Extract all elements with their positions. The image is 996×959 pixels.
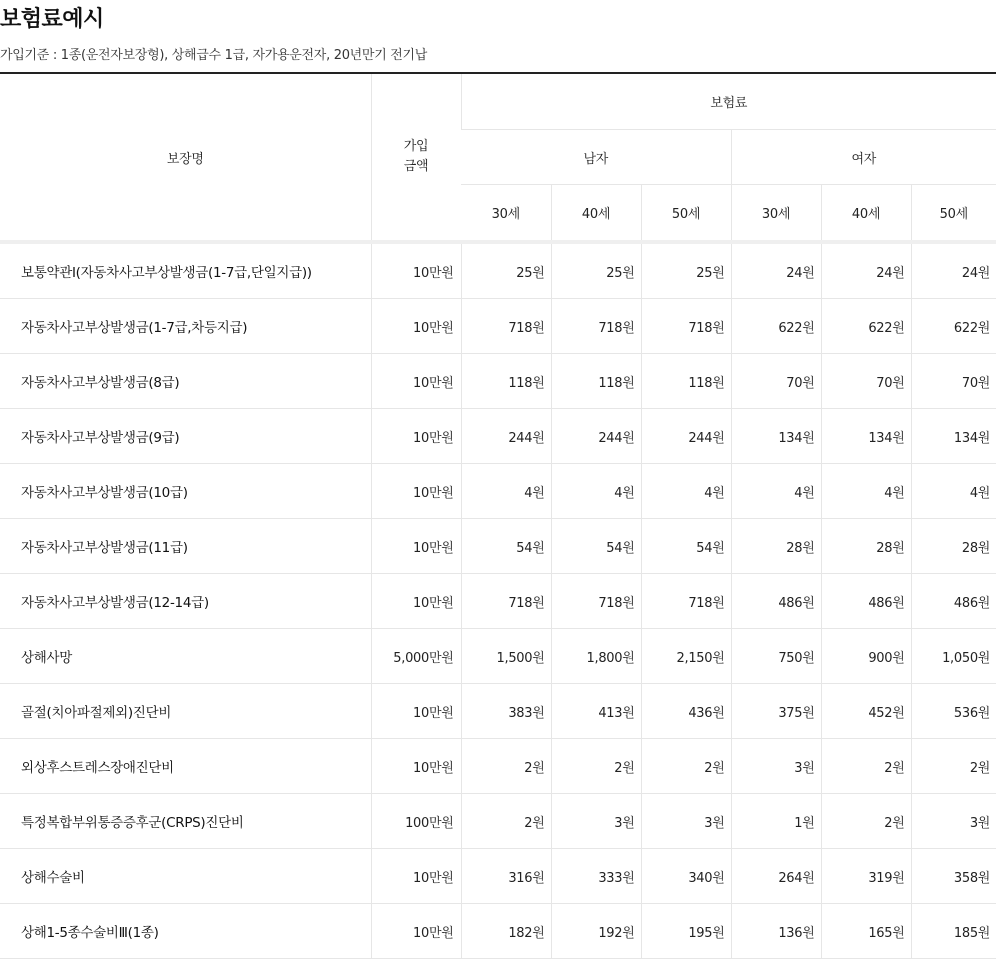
premium-cell-male-40: 54원 xyxy=(551,519,641,574)
premium-cell-female-40: 2원 xyxy=(821,739,911,794)
premium-cell-female-50: 358원 xyxy=(911,849,996,904)
premium-cell-male-40: 333원 xyxy=(551,849,641,904)
premium-cell-male-50: 4원 xyxy=(641,464,731,519)
premium-cell-male-50: 2원 xyxy=(641,739,731,794)
table-row xyxy=(0,574,996,629)
premium-cell-female-40: 28원 xyxy=(821,519,911,574)
page-title: 보험료예시 xyxy=(0,7,104,32)
premium-cell-male-30: 2원 xyxy=(461,739,551,794)
premium-cell-male-40: 413원 xyxy=(551,684,641,739)
premium-cell-female-30: 622원 xyxy=(731,299,821,354)
table-row xyxy=(0,684,996,739)
table-row xyxy=(0,519,996,574)
coverage-name-cell: 골절(치아파절제외)진단비 xyxy=(0,684,371,739)
premium-cell-female-50: 70원 xyxy=(911,354,996,409)
premium-cell-female-50: 185원 xyxy=(911,904,996,959)
enrollment-amount-cell: 5,000만원 xyxy=(371,629,461,684)
premium-cell-male-50: 718원 xyxy=(641,299,731,354)
premium-cell-male-30: 25원 xyxy=(461,242,551,299)
premium-cell-female-40: 24원 xyxy=(821,242,911,299)
coverage-name-cell: 자동차사고부상발생금(12-14급) xyxy=(0,574,371,629)
premium-cell-female-40: 319원 xyxy=(821,849,911,904)
enrollment-amount-cell: 10만원 xyxy=(371,519,461,574)
enrollment-amount-cell: 10만원 xyxy=(371,904,461,959)
premium-cell-male-30: 1,500원 xyxy=(461,629,551,684)
premium-cell-female-30: 750원 xyxy=(731,629,821,684)
premium-cell-female-50: 134원 xyxy=(911,409,996,464)
enrollment-amount-cell: 100만원 xyxy=(371,794,461,849)
premium-cell-male-30: 316원 xyxy=(461,849,551,904)
header-age-female-40: 40세 xyxy=(821,185,911,243)
premium-cell-male-40: 3원 xyxy=(551,794,641,849)
coverage-name-cell: 자동차사고부상발생금(8급) xyxy=(0,354,371,409)
premium-cell-female-40: 486원 xyxy=(821,574,911,629)
premium-cell-male-30: 54원 xyxy=(461,519,551,574)
enrollment-amount-cell: 10만원 xyxy=(371,409,461,464)
premium-cell-female-30: 136원 xyxy=(731,904,821,959)
coverage-name-cell: 상해1-5종수술비Ⅲ(1종) xyxy=(0,904,371,959)
coverage-name-cell: 자동차사고부상발생금(1-7급,차등지급) xyxy=(0,299,371,354)
header-age-male-50: 50세 xyxy=(641,185,731,243)
premium-cell-female-50: 4원 xyxy=(911,464,996,519)
premium-cell-female-40: 900원 xyxy=(821,629,911,684)
premium-cell-male-40: 25원 xyxy=(551,242,641,299)
table-row xyxy=(0,299,996,354)
premium-cell-male-50: 118원 xyxy=(641,354,731,409)
premium-cell-male-40: 2원 xyxy=(551,739,641,794)
premium-cell-male-30: 718원 xyxy=(461,574,551,629)
table-row xyxy=(0,354,996,409)
enrollment-amount-cell: 10만원 xyxy=(371,464,461,519)
header-age-female-50: 50세 xyxy=(911,185,996,243)
premium-cell-male-50: 718원 xyxy=(641,574,731,629)
coverage-name-cell: 자동차사고부상발생금(11급) xyxy=(0,519,371,574)
premium-cell-female-40: 452원 xyxy=(821,684,911,739)
header-amount-line2: 금액 xyxy=(403,159,429,174)
premium-cell-female-30: 70원 xyxy=(731,354,821,409)
header-female: 여자 xyxy=(731,130,996,185)
premium-cell-male-40: 244원 xyxy=(551,409,641,464)
header-amount-line1: 가입 xyxy=(403,139,429,154)
header-coverage-name: 보장명 xyxy=(0,73,371,242)
table-row xyxy=(0,464,996,519)
premium-cell-female-30: 1원 xyxy=(731,794,821,849)
premium-cell-female-40: 165원 xyxy=(821,904,911,959)
premium-cell-male-50: 436원 xyxy=(641,684,731,739)
premium-cell-female-30: 24원 xyxy=(731,242,821,299)
premium-cell-female-30: 134원 xyxy=(731,409,821,464)
premium-cell-male-30: 4원 xyxy=(461,464,551,519)
premium-cell-male-30: 118원 xyxy=(461,354,551,409)
premium-cell-female-40: 70원 xyxy=(821,354,911,409)
enrollment-amount-cell: 10만원 xyxy=(371,849,461,904)
premium-cell-female-50: 1,050원 xyxy=(911,629,996,684)
coverage-name-cell: 보통약관Ⅰ(자동차사고부상발생금(1-7급,단일지급)) xyxy=(0,242,371,299)
premium-cell-male-40: 118원 xyxy=(551,354,641,409)
header-age-male-40: 40세 xyxy=(551,185,641,243)
header-male: 남자 xyxy=(461,130,731,185)
premium-cell-male-30: 244원 xyxy=(461,409,551,464)
premium-cell-male-30: 383원 xyxy=(461,684,551,739)
premium-cell-female-30: 3원 xyxy=(731,739,821,794)
premium-cell-male-30: 2원 xyxy=(461,794,551,849)
premium-cell-male-50: 3원 xyxy=(641,794,731,849)
table-row xyxy=(0,242,996,299)
premium-cell-female-30: 4원 xyxy=(731,464,821,519)
premium-cell-male-40: 1,800원 xyxy=(551,629,641,684)
enrollment-amount-cell: 10만원 xyxy=(371,354,461,409)
header-enrollment-amount xyxy=(371,73,461,242)
premium-cell-male-40: 192원 xyxy=(551,904,641,959)
premium-cell-female-30: 28원 xyxy=(731,519,821,574)
table-row xyxy=(0,629,996,684)
premium-cell-male-40: 718원 xyxy=(551,574,641,629)
premium-cell-female-30: 486원 xyxy=(731,574,821,629)
table-row xyxy=(0,904,996,959)
coverage-name-cell: 자동차사고부상발생금(10급) xyxy=(0,464,371,519)
premium-cell-female-40: 4원 xyxy=(821,464,911,519)
premium-cell-female-40: 2원 xyxy=(821,794,911,849)
table-row xyxy=(0,409,996,464)
premium-cell-female-50: 2원 xyxy=(911,739,996,794)
premium-cell-male-50: 25원 xyxy=(641,242,731,299)
premium-cell-female-50: 622원 xyxy=(911,299,996,354)
table-body xyxy=(0,242,996,959)
coverage-name-cell: 특정복합부위통증증후군(CRPS)진단비 xyxy=(0,794,371,849)
premium-cell-female-50: 28원 xyxy=(911,519,996,574)
coverage-name-cell: 상해수술비 xyxy=(0,849,371,904)
premium-cell-female-40: 134원 xyxy=(821,409,911,464)
premium-cell-male-30: 718원 xyxy=(461,299,551,354)
coverage-name-cell: 외상후스트레스장애진단비 xyxy=(0,739,371,794)
premium-cell-female-40: 622원 xyxy=(821,299,911,354)
header-age-female-30: 30세 xyxy=(731,185,821,243)
premium-table xyxy=(0,72,996,959)
premium-cell-female-50: 536원 xyxy=(911,684,996,739)
premium-cell-male-50: 54원 xyxy=(641,519,731,574)
premium-cell-male-40: 718원 xyxy=(551,299,641,354)
premium-cell-male-50: 2,150원 xyxy=(641,629,731,684)
header-age-male-30: 30세 xyxy=(461,185,551,243)
premium-cell-male-30: 182원 xyxy=(461,904,551,959)
premium-cell-male-50: 195원 xyxy=(641,904,731,959)
premium-cell-male-40: 4원 xyxy=(551,464,641,519)
table-row xyxy=(0,739,996,794)
premium-cell-female-50: 486원 xyxy=(911,574,996,629)
premium-cell-female-50: 3원 xyxy=(911,794,996,849)
enrollment-amount-cell: 10만원 xyxy=(371,574,461,629)
coverage-name-cell: 자동차사고부상발생금(9급) xyxy=(0,409,371,464)
header-premium: 보험료 xyxy=(461,73,996,130)
premium-cell-male-50: 244원 xyxy=(641,409,731,464)
premium-cell-female-50: 24원 xyxy=(911,242,996,299)
coverage-name-cell: 상해사망 xyxy=(0,629,371,684)
table-row xyxy=(0,794,996,849)
enrollment-amount-cell: 10만원 xyxy=(371,242,461,299)
enrollment-criteria: 가입기준 : 1종(운전자보장형), 상해급수 1급, 자가용운전자, 20년만기 전기납 xyxy=(0,48,428,63)
premium-cell-male-50: 340원 xyxy=(641,849,731,904)
premium-cell-female-30: 264원 xyxy=(731,849,821,904)
premium-cell-female-30: 375원 xyxy=(731,684,821,739)
enrollment-amount-cell: 10만원 xyxy=(371,684,461,739)
enrollment-amount-cell: 10만원 xyxy=(371,299,461,354)
table-row xyxy=(0,849,996,904)
enrollment-amount-cell: 10만원 xyxy=(371,739,461,794)
